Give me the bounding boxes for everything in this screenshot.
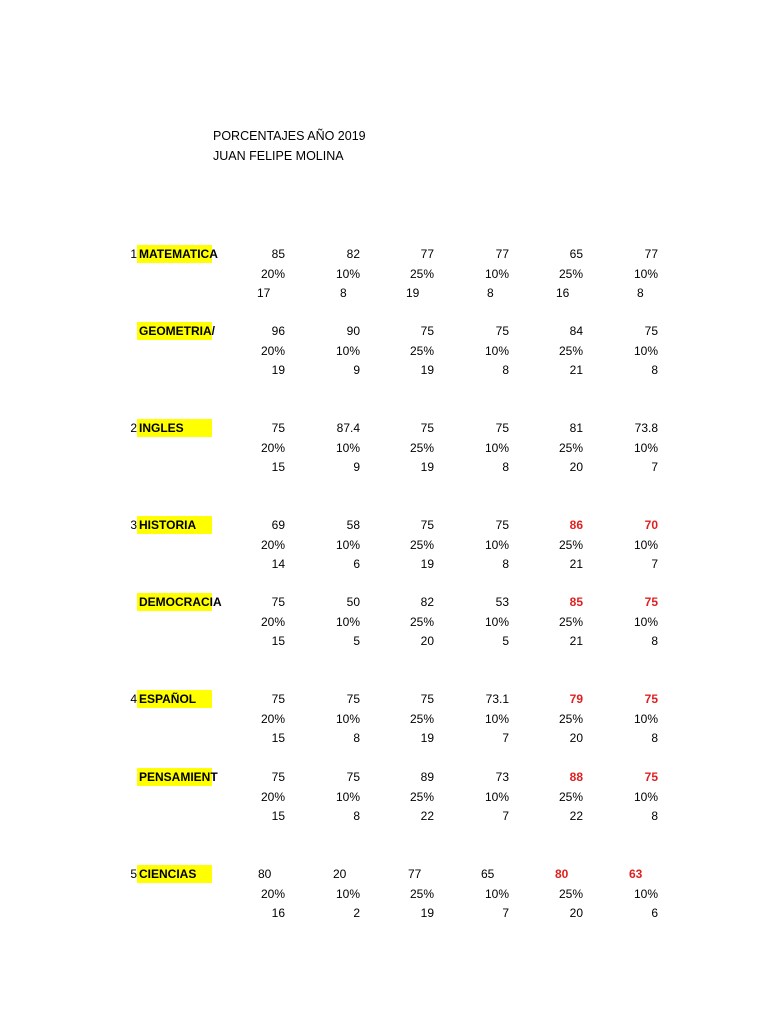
weight-cell: 10% [633, 537, 658, 552]
weight-cell: 20% [260, 440, 285, 455]
result-cell: 9 [353, 460, 360, 474]
score-cell: 73.1 [485, 692, 509, 706]
result-cell: 8 [651, 363, 658, 377]
subject-name: GEOMETRIA/ [139, 324, 216, 338]
result-cell: 8 [502, 557, 509, 571]
result-cell: 19 [420, 363, 434, 377]
result-cell: 8 [340, 286, 347, 300]
weight-cell: 10% [484, 537, 509, 552]
weight-cell: 10% [484, 266, 509, 281]
result-cell: 21 [569, 363, 583, 377]
weight-cell: 10% [484, 711, 509, 726]
result-cell: 8 [651, 634, 658, 648]
result-cell: 22 [420, 809, 434, 823]
weight-cell: 10% [633, 886, 658, 901]
weight-cell: 10% [335, 266, 360, 281]
subject-block [0, 865, 768, 925]
result-cell: 8 [502, 460, 509, 474]
result-cell: 9 [353, 363, 360, 377]
result-cell: 7 [651, 557, 658, 571]
score-cell: 77 [408, 867, 422, 881]
score-cell: 85 [569, 595, 583, 609]
weight-cell: 10% [335, 711, 360, 726]
result-cell: 22 [569, 809, 583, 823]
weight-cell: 20% [260, 789, 285, 804]
subject-name: INGLES [137, 419, 212, 437]
result-cell: 14 [271, 557, 285, 571]
result-cell: 19 [420, 557, 434, 571]
subject-name: DEMOCRACIA [139, 595, 222, 609]
weight-cell: 10% [484, 886, 509, 901]
weight-cell: 10% [484, 614, 509, 629]
subject-number: 2 [130, 421, 137, 435]
score-cell: 65 [569, 247, 583, 261]
weight-cell: 25% [409, 711, 434, 726]
subject-number: 4 [130, 692, 137, 706]
result-cell: 20 [569, 906, 583, 920]
result-cell: 5 [502, 634, 509, 648]
subject-number: 1 [130, 247, 137, 261]
score-cell: 89 [420, 770, 434, 784]
score-cell: 80 [555, 867, 569, 881]
subject-name: CIENCIAS [137, 865, 212, 883]
score-cell: 75 [644, 692, 658, 706]
result-cell: 15 [271, 809, 285, 823]
score-cell: 79 [569, 692, 583, 706]
score-cell: 96 [271, 324, 285, 338]
result-cell: 6 [651, 906, 658, 920]
weight-cell: 10% [633, 711, 658, 726]
subject-block [0, 690, 768, 750]
subject-name: MATEMATICA [139, 247, 218, 261]
score-cell: 63 [629, 867, 643, 881]
result-cell: 7 [502, 809, 509, 823]
weight-cell: 25% [558, 266, 583, 281]
weight-cell: 25% [409, 440, 434, 455]
weight-cell: 10% [335, 537, 360, 552]
score-cell: 75 [495, 421, 509, 435]
score-cell: 73 [495, 770, 509, 784]
weight-cell: 10% [335, 614, 360, 629]
weight-cell: 25% [409, 789, 434, 804]
result-cell: 20 [569, 731, 583, 745]
score-cell: 75 [495, 324, 509, 338]
weight-cell: 25% [409, 343, 434, 358]
weight-cell: 25% [558, 614, 583, 629]
weight-cell: 10% [633, 789, 658, 804]
result-cell: 20 [420, 634, 434, 648]
score-cell: 77 [644, 247, 658, 261]
result-cell: 15 [271, 634, 285, 648]
weight-cell: 25% [558, 537, 583, 552]
result-cell: 16 [556, 286, 570, 300]
result-cell: 21 [569, 557, 583, 571]
score-cell: 87.4 [336, 421, 360, 435]
result-cell: 5 [353, 634, 360, 648]
score-cell: 75 [644, 324, 658, 338]
result-cell: 2 [353, 906, 360, 920]
result-cell: 8 [502, 363, 509, 377]
result-cell: 19 [420, 906, 434, 920]
score-cell: 75 [420, 421, 434, 435]
subject-name: PENSAMIENT [139, 770, 218, 784]
score-cell: 85 [271, 247, 285, 261]
score-cell: 70 [644, 518, 658, 532]
weight-cell: 10% [633, 440, 658, 455]
score-cell: 73.8 [634, 421, 658, 435]
result-cell: 21 [569, 634, 583, 648]
score-cell: 65 [481, 867, 495, 881]
result-cell: 20 [569, 460, 583, 474]
weight-cell: 20% [260, 266, 285, 281]
subject-block [0, 593, 768, 653]
page-title: PORCENTAJES AÑO 2019 [213, 129, 366, 143]
score-cell: 82 [420, 595, 434, 609]
score-cell: 75 [346, 692, 360, 706]
weight-cell: 25% [409, 614, 434, 629]
weight-cell: 10% [335, 886, 360, 901]
weight-cell: 10% [484, 440, 509, 455]
weight-cell: 10% [335, 789, 360, 804]
weight-cell: 25% [409, 266, 434, 281]
score-cell: 82 [346, 247, 360, 261]
weight-cell: 10% [335, 343, 360, 358]
result-cell: 7 [651, 460, 658, 474]
result-cell: 8 [487, 286, 494, 300]
weight-cell: 25% [558, 886, 583, 901]
result-cell: 19 [420, 460, 434, 474]
score-cell: 20 [333, 867, 347, 881]
score-cell: 84 [569, 324, 583, 338]
result-cell: 6 [353, 557, 360, 571]
result-cell: 8 [353, 809, 360, 823]
result-cell: 17 [257, 286, 271, 300]
score-cell: 75 [420, 324, 434, 338]
score-cell: 50 [346, 595, 360, 609]
score-cell: 75 [420, 692, 434, 706]
score-cell: 88 [569, 770, 583, 784]
score-cell: 75 [346, 770, 360, 784]
result-cell: 19 [406, 286, 420, 300]
result-cell: 8 [353, 731, 360, 745]
weight-cell: 25% [558, 440, 583, 455]
score-cell: 86 [569, 518, 583, 532]
score-cell: 75 [420, 518, 434, 532]
score-cell: 77 [420, 247, 434, 261]
weight-cell: 25% [409, 886, 434, 901]
result-cell: 8 [651, 809, 658, 823]
score-cell: 75 [644, 770, 658, 784]
subject-block [0, 245, 768, 305]
result-cell: 8 [637, 286, 644, 300]
result-cell: 15 [271, 731, 285, 745]
student-name: JUAN FELIPE MOLINA [213, 149, 344, 163]
score-cell: 75 [495, 518, 509, 532]
subject-name: HISTORIA [137, 516, 212, 534]
weight-cell: 20% [260, 537, 285, 552]
score-cell: 90 [346, 324, 360, 338]
weight-cell: 10% [484, 789, 509, 804]
subject-block [0, 768, 768, 828]
subject-number: 5 [130, 867, 137, 881]
score-cell: 81 [569, 421, 583, 435]
result-cell: 7 [502, 731, 509, 745]
weight-cell: 20% [260, 711, 285, 726]
subject-block [0, 419, 768, 479]
result-cell: 19 [271, 363, 285, 377]
result-cell: 19 [420, 731, 434, 745]
score-cell: 77 [495, 247, 509, 261]
score-cell: 75 [271, 770, 285, 784]
score-cell: 75 [271, 692, 285, 706]
score-cell: 69 [271, 518, 285, 532]
score-cell: 53 [495, 595, 509, 609]
score-cell: 80 [258, 867, 272, 881]
weight-cell: 25% [409, 537, 434, 552]
subject-block [0, 322, 768, 382]
score-cell: 75 [271, 421, 285, 435]
score-cell: 75 [644, 595, 658, 609]
result-cell: 8 [651, 731, 658, 745]
weight-cell: 10% [484, 343, 509, 358]
weight-cell: 25% [558, 343, 583, 358]
weight-cell: 10% [633, 343, 658, 358]
weight-cell: 20% [260, 886, 285, 901]
score-cell: 58 [346, 518, 360, 532]
weight-cell: 20% [260, 614, 285, 629]
weight-cell: 10% [335, 440, 360, 455]
score-cell: 75 [271, 595, 285, 609]
subject-number: 3 [130, 518, 137, 532]
weight-cell: 20% [260, 343, 285, 358]
weight-cell: 25% [558, 711, 583, 726]
subject-block [0, 516, 768, 576]
weight-cell: 25% [558, 789, 583, 804]
result-cell: 15 [271, 460, 285, 474]
result-cell: 7 [502, 906, 509, 920]
result-cell: 16 [271, 906, 285, 920]
weight-cell: 10% [633, 266, 658, 281]
subject-name: ESPAÑOL [137, 690, 212, 708]
weight-cell: 10% [633, 614, 658, 629]
